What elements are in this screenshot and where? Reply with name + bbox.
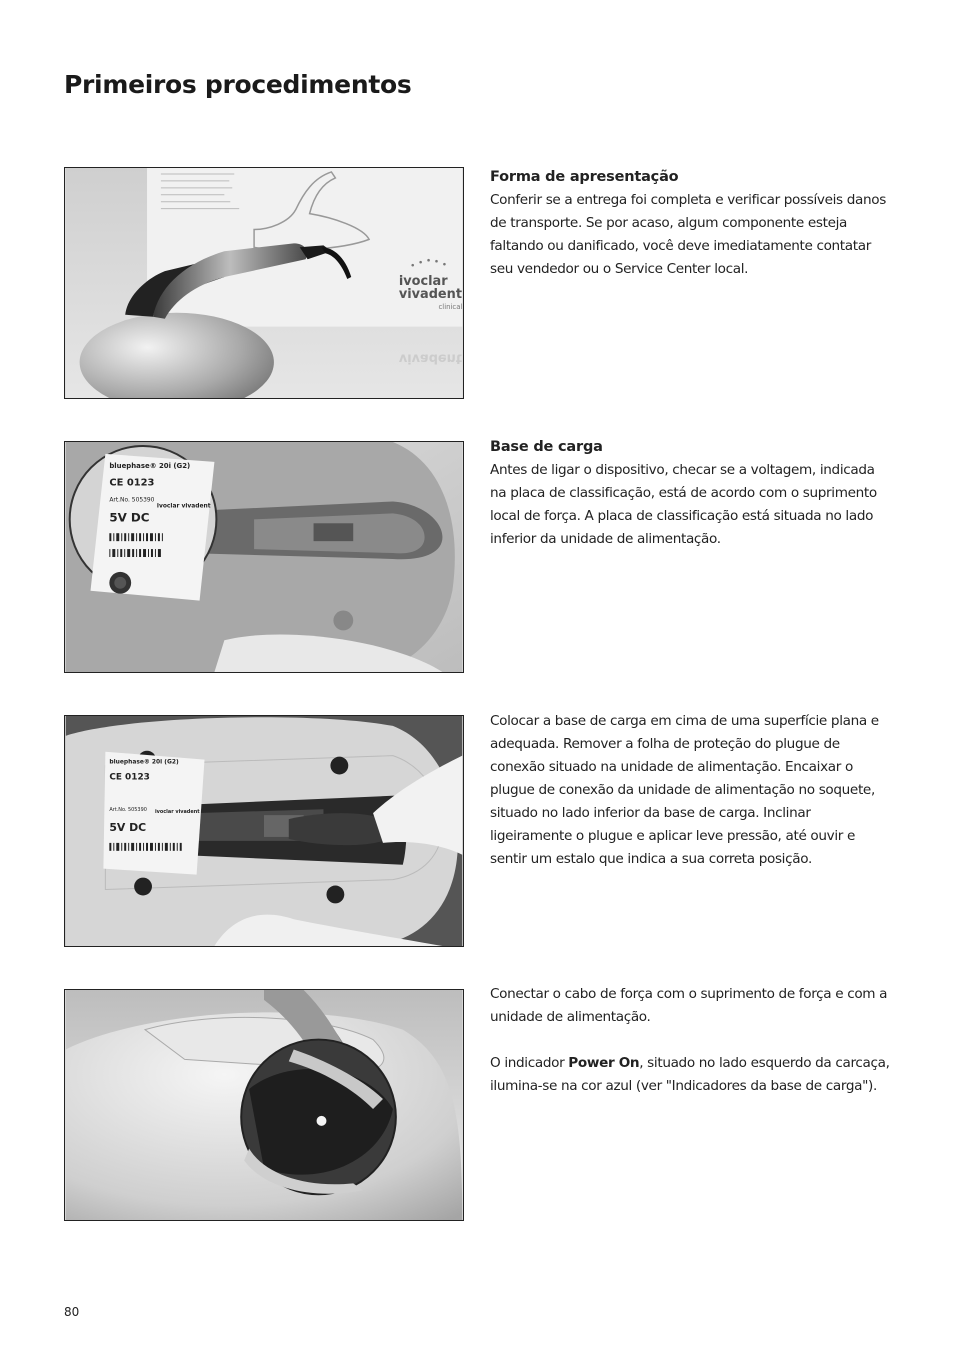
photo-power-indicator (64, 989, 464, 1221)
section-paragraph-power-on (490, 1052, 890, 1098)
plate-model: bluephase® 20i (G2) (109, 461, 191, 470)
photo-brand-line1: ivoclar (398, 273, 448, 289)
photo-brand-line2: vivadent (398, 286, 462, 302)
plate-ref: Art.No. 505390 (109, 496, 155, 504)
photo-rating-plate (64, 441, 464, 673)
section-charging-base (490, 436, 890, 551)
section-heading: Forma de apresentação (490, 169, 679, 185)
plate-voltage: 5V DC (109, 510, 150, 525)
page-title: Primeiros procedimentos (64, 70, 412, 99)
plate-ref: Art.No. 505390 (109, 807, 147, 814)
power-on-label: Power On (568, 1055, 640, 1071)
photo-plug-insertion (64, 715, 464, 947)
section-paragraph: Conferir se a entrega foi completa e verificar possíveis danos de transporte. Se por acaso, algum componente esteja faltando ou danificado, você deve imediatamente contatar seu vendedor ou o Service Center local. (490, 192, 886, 277)
section-paragraph: Antes de ligar o dispositivo, checar se a voltagem, indicada na placa de classificação, está de acordo com o suprimento local de força. A placa de classificação está situada no lado inferior da unidade de alimentação. (490, 462, 877, 547)
page-number: 80 (64, 1305, 80, 1319)
plate-voltage: 5V DC (109, 821, 147, 834)
paragraph-suffix: , situado no lado esquerdo da carcaça, ilumina-se na cor azul (ver "Indicadores da base de carga"). (490, 1055, 890, 1094)
svg-text:vivadent: vivadent (398, 350, 462, 366)
section-power-connection (490, 983, 890, 1098)
plate-ce: CE 0123 (109, 477, 155, 489)
paragraph-prefix: O indicador (490, 1055, 569, 1071)
plate-brand: ivoclar vivadent (156, 502, 211, 510)
section-delivery (490, 166, 890, 281)
plate-brand: ivoclar vivadent (154, 809, 200, 816)
section-heading: Base de carga (490, 439, 603, 455)
section-paragraph: Colocar a base de carga em cima de uma superfície plana e adequada. Remover a folha de proteção do plugue de conexão situado na unidade de alimentação. Encaixar o plugue de conexão da unidade de alimentação no soquete, situado no lado inferior da base de carga. Inclinar ligeiramente o plugue e aplicar leve pressão, até ouvir e sentir um estalo que indica a sua correta posição. (490, 713, 879, 867)
section-paragraph: Conectar o cabo de força com o suprimento de força e com a unidade de alimentação. (490, 986, 888, 1025)
section-plug-instructions (490, 710, 890, 871)
photo-delivery-package (64, 167, 464, 399)
photo-brand-line3: clinical (438, 302, 463, 311)
plate-model: bluephase® 20i (G2) (109, 758, 179, 766)
plate-ce: CE 0123 (109, 772, 150, 783)
